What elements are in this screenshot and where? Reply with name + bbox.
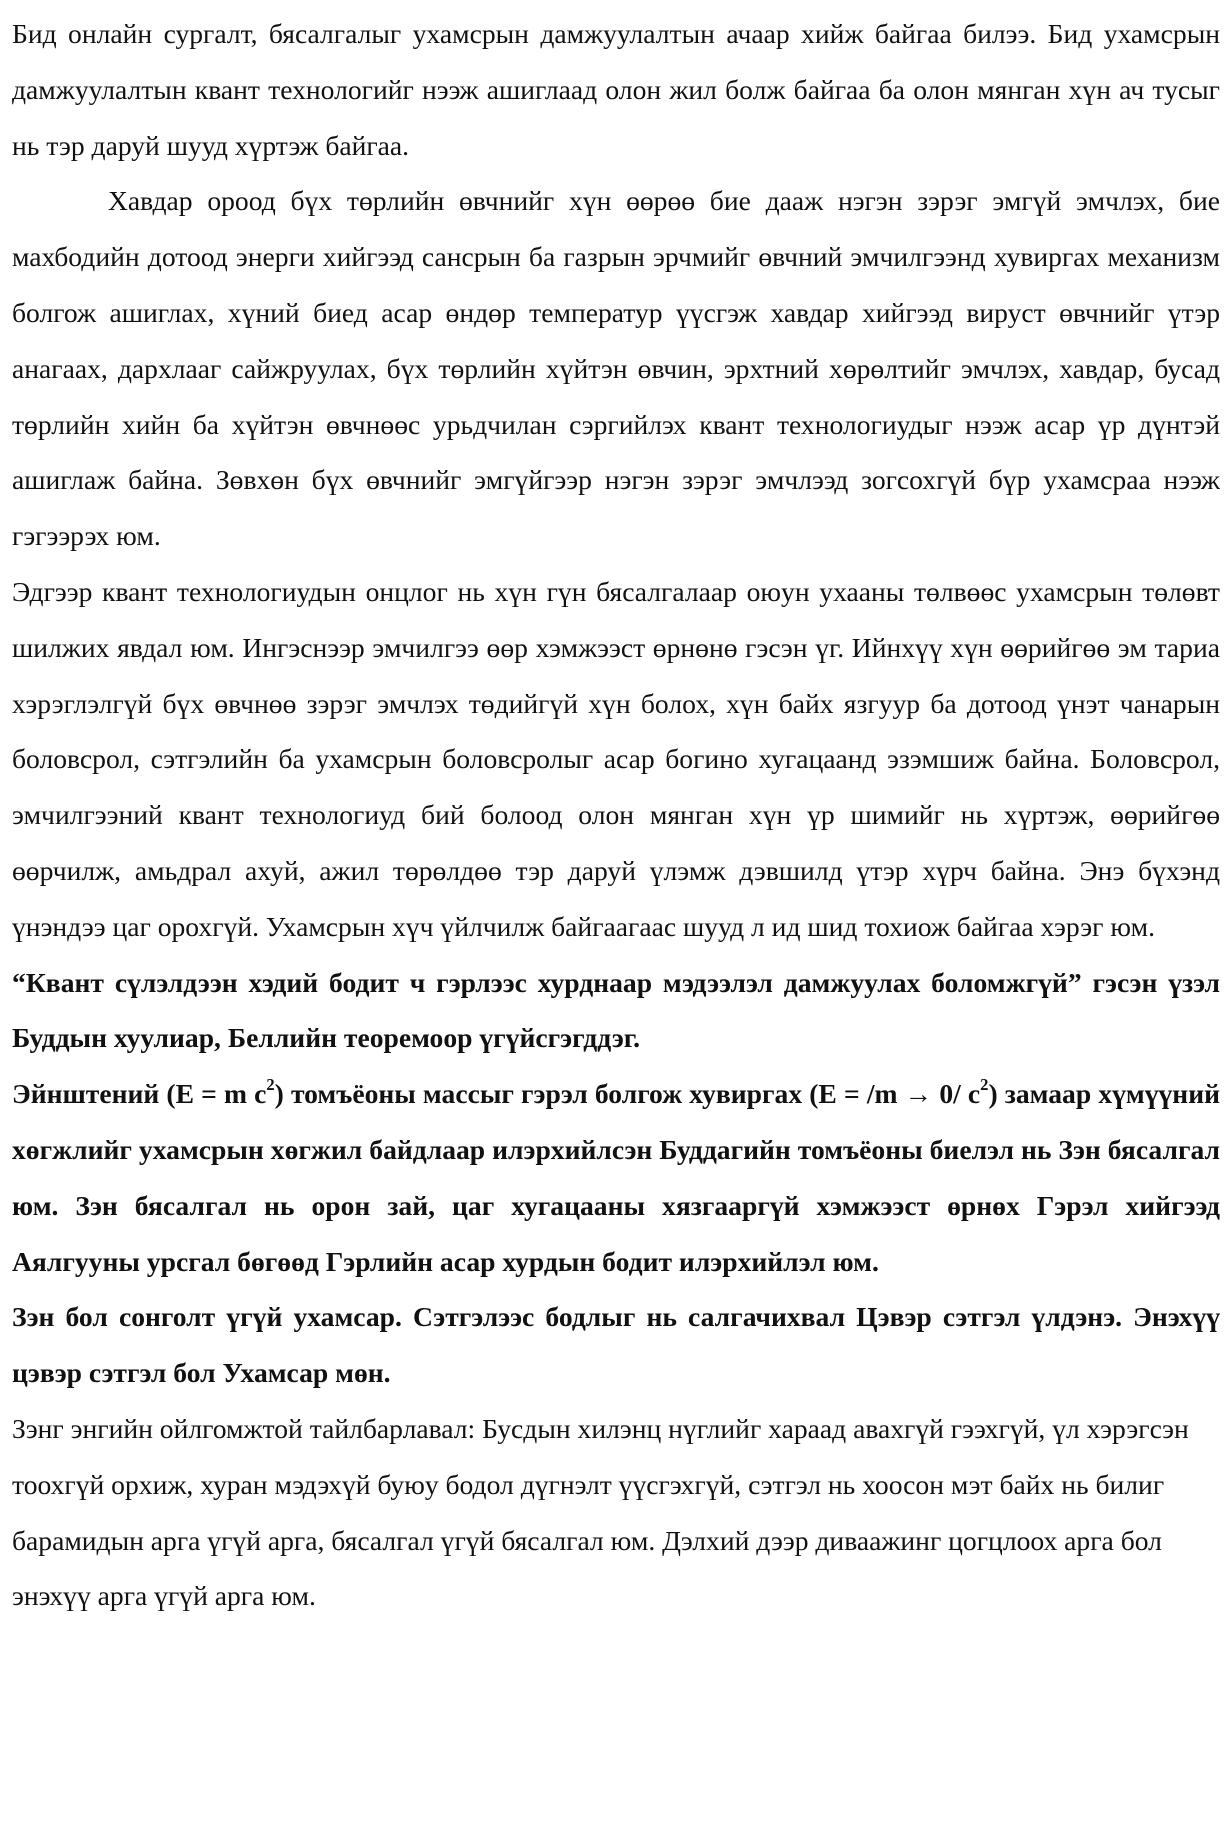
paragraph-zen-explanation: Зэнг энгийн ойлгомжтой тайлбарлавал: Бусдын хилэнц нүглийг хараад авахгүй гээхгүй, үл хэрэгсэн тоохгүй орхиж, хуран мэдэхүй буюу бодол дүгнэлт үүсгэхгүй, сэтгэл нь хоосон мэт байх нь билиг барамидын арга үгүй арга, бясалгал үгүй бясалгал юм. Дэлхий дээр диваажинг цогцлоох арга бол энэхүү арга үгүй арга юм. (12, 1412, 1189, 1612)
formula-text-part-1: Эйнштений (E = m c (12, 1078, 267, 1110)
paragraph-quantum-entanglement: “Квант сүлэлдээн хэдий бодит ч гэрлээс хурднаар мэдээлэл дамжуулах боломжгүй” гэсэн үзэл Буддын хуулиар, Беллийн теоремоор үгүйсгэгддэг. (12, 966, 1220, 1054)
paragraph-online-training: Бид онлайн сургалт, бясалгалыг ухамсрын дамжуулалтын ачаар хийж байгаа билээ. Бид ухамсрын дамжуулалтын квант технологийг нээж ашиглаад олон жил болж байгаа ба олон мянган хүн ач тусыг нь тэр даруй шууд хүртэж байгаа. (12, 18, 1220, 161)
paragraph-einstein-formula (12, 1066, 1220, 1289)
paragraph-technology-features: Эдгээр квант технологиудын онцлог нь хүн гүн бясалгалаар оюун ухааны төлвөөс ухамсрын төлөвт шилжих явдал юм. Ингэснээр эмчилгээ өөр хэмжээст өрнөнө гэсэн үг. Ийнхүү хүн өөрийгөө эм тариа хэрэглэлгүй бүх өвчнөө зэрэг эмчлэх төдийгүй хүн болох, хүн байх язгуур ба дотоод үнэт чанарын боловсрол, сэтгэлийн ба ухамсрын боловсролыг асар богино хугацаанд эзэмшиж байна. Боловсрол, эмчилгээний квант технологиуд бий болоод олон мянган хүн үр шимийг нь хүртэж, өөрийгөө өөрчилж, амьдрал ахуй, ажил төрөлдөө тэр даруй үлэмж дэвшилд үтэр хүрч байна. Энэ бүхэнд үнэндээ цаг орохгүй. Ухамсрын хүч үйлчилж байгаагаас шууд л ид шид тохиож байгаа хэрэг юм. (12, 575, 1220, 942)
superscript-2: 2 (266, 1074, 275, 1094)
paragraph-zen-definition: Зэн бол сонголт үгүй ухамсар. Сэтгэлээс бодлыг нь салгачихвал Цэвэр сэтгэл үлдэнэ. Энэхүү цэвэр сэтгэл бол Ухамсар мөн. (12, 1301, 1220, 1389)
paragraph-quantum-healing: Хавдар ороод бүх төрлийн өвчнийг хүн өөрөө бие дааж нэгэн зэрэг эмгүй эмчлэх, бие махбодийн дотоод энерги хийгээд сансрын ба газрын эрчмийг өвчний эмчилгээнд хувиргах механизм болгож ашиглах, хүний биед асар өндөр температур үүсгэж хавдар хийгээд вируст өвчнийг үтэр анагаах, дархлааг сайжруулах, бүх төрлийн хүйтэн өвчин, эрхтний хөрөлтийг эмчлэх, хавдар, бусад төрлийн хийн ба хүйтэн өвчнөөс урьдчилан сэргийлэх квант технологиудыг нээж асар үр дүнтэй ашиглаж байна. Зөвхөн бүх өвчнийг эмгүйгээр нэгэн зэрэг эмчлээд зогсохгүй бүр ухамсраа нээж гэгээрэх юм. (12, 185, 1220, 552)
formula-text-part-2: ) томъёоны массыг гэрэл болгож хувиргах (E = /m → 0/ c (274, 1078, 981, 1110)
formula-text-part-3: ) замаар хүмүүний хөгжлийг ухамсрын хөгжил байдлаар илэрхийлсэн Буддагийн томъёоны биелэл нь Зэн бясалгал юм. Зэн бясалгал нь орон зай, цаг хугацааны хязгааргүй хэмжээст өрнөх Гэрэл хийгээд Аялгууны урсгал бөгөөд Гэрлийн асар хурдын бодит илэрхийлэл юм. (12, 1078, 1220, 1277)
superscript-2: 2 (980, 1074, 989, 1094)
